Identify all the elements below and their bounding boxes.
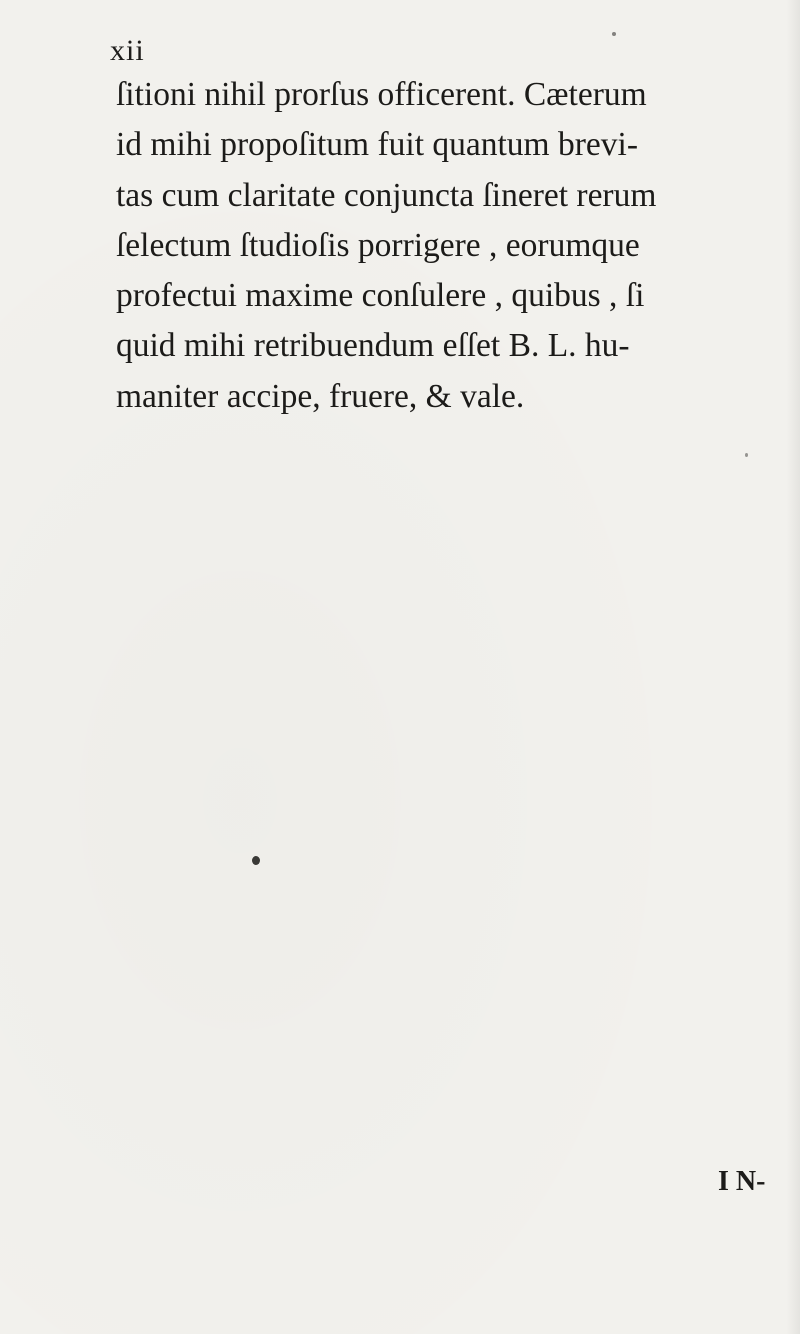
body-text xyxy=(116,70,796,422)
text-line-4: ſelectum ſtudioſis porrigere , eorumque xyxy=(116,226,640,264)
text-line-1: ſitioni nihil prorſus officerent. Cæterum xyxy=(116,76,647,113)
ink-speck xyxy=(252,856,260,865)
ink-speck xyxy=(612,32,616,36)
page-number: xii xyxy=(110,34,145,67)
ink-speck xyxy=(745,453,748,457)
text-line-3: tas cum claritate conjuncta ſineret rerum xyxy=(116,176,657,214)
catchword: I N- xyxy=(718,1166,766,1197)
text-line-6: quid mihi retribuendum eſſet B. L. hu- xyxy=(116,327,630,365)
text-line-5: profectui maxime conſulere , quibus , ſi xyxy=(116,277,645,315)
text-line-7: maniter accipe, fruere, & vale. xyxy=(116,377,525,415)
text-line-2: id mihi propoſitum fuit quantum brevi- xyxy=(116,126,638,164)
